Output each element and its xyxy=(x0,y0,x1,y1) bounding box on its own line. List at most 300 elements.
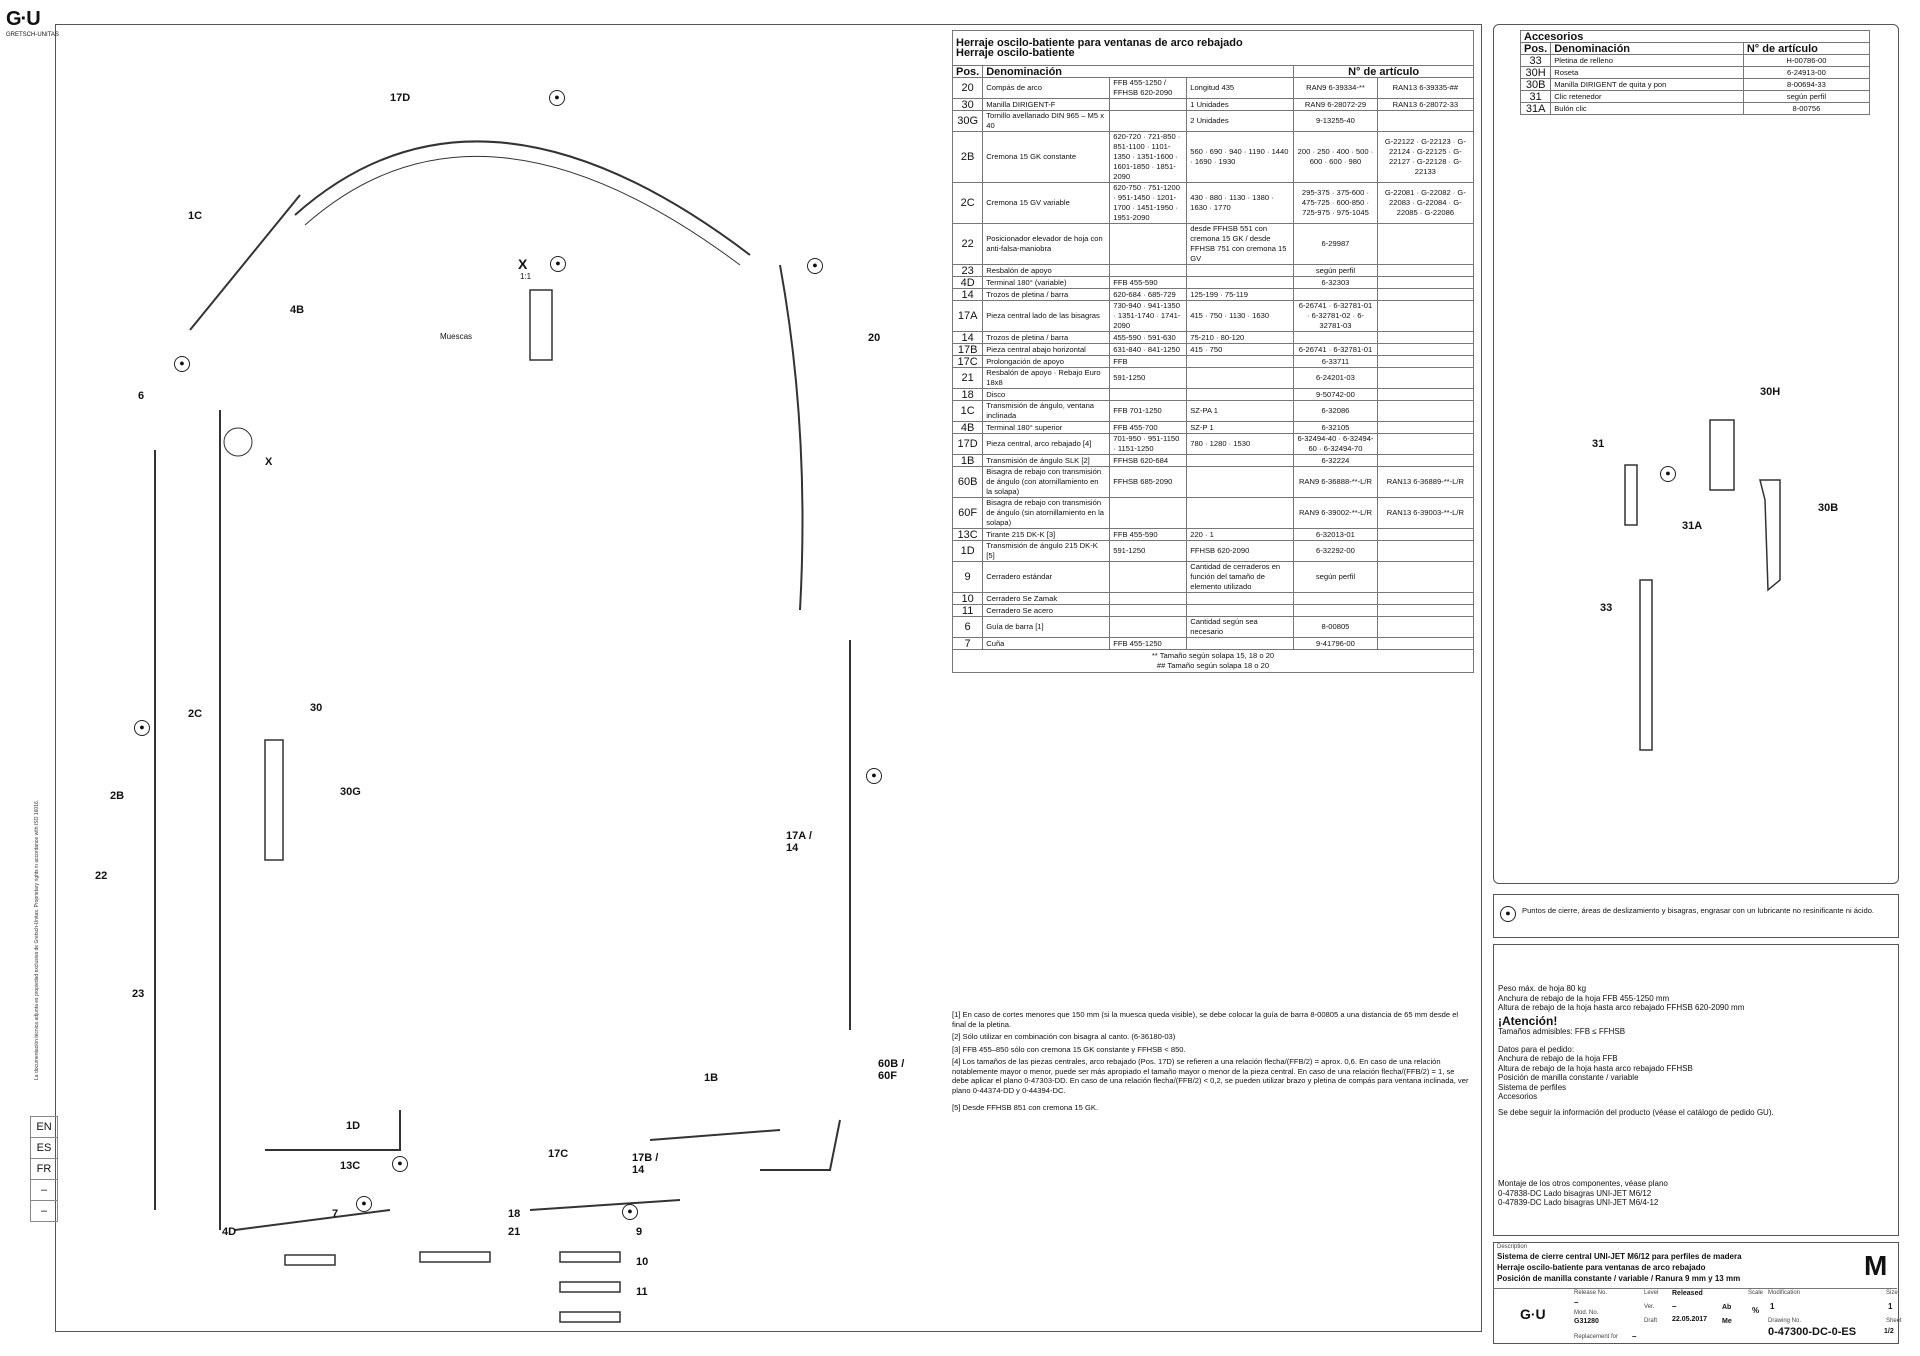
acc-label-30h: 30H xyxy=(1760,386,1781,398)
row-col-a: FFHSB 685-2090 xyxy=(1110,467,1187,498)
row-col-d xyxy=(1377,111,1473,132)
row-col-c: RAN9 6-39334-** xyxy=(1294,78,1377,99)
row-col-d xyxy=(1377,389,1473,401)
tb-sheet: 1/2 xyxy=(1884,1328,1894,1335)
tb-desc-1: Sistema de cierre central UNI-JET M6/12 para perfiles de madera xyxy=(1497,1252,1742,1261)
row-pos: 4D xyxy=(953,277,983,289)
acc-pos: 30B xyxy=(1521,79,1551,91)
plate-33 xyxy=(1640,580,1652,750)
row-pos: 14 xyxy=(953,332,983,344)
side-legal-text: La documentación técnica adjunta es propiedad exclusiva de Gretsch-Unitas. Proprietary rights in accordance with ISO 16016. xyxy=(34,799,40,1080)
detail-muescas: Muescas xyxy=(440,332,473,341)
label-20: 20 xyxy=(868,332,881,344)
row-col-d xyxy=(1377,434,1473,455)
acc-article: 8-00694-33 xyxy=(1743,79,1869,91)
row-col-a xyxy=(1110,265,1187,277)
table-row xyxy=(953,132,1474,183)
row-col-d xyxy=(1377,344,1473,356)
row-col-c xyxy=(1294,593,1377,605)
acc-name: Manilla DIRIGENT de quita y pon xyxy=(1551,79,1744,91)
label-2c: 2C xyxy=(188,708,203,720)
table-row xyxy=(953,332,1474,344)
grease-drop-icon: ● xyxy=(1500,906,1516,922)
row-pos: 60F xyxy=(953,498,983,529)
row-col-d xyxy=(1377,605,1473,617)
row-col-b xyxy=(1187,356,1294,368)
acc-name: Pletina de relleno xyxy=(1551,55,1744,67)
handle-30 xyxy=(265,740,283,860)
tb-drawing-label: Drawing No. xyxy=(1768,1318,1802,1324)
bar-bottom-1b xyxy=(650,1130,780,1140)
label-2b: 2B xyxy=(110,790,125,802)
table-row xyxy=(953,277,1474,289)
row-col-c: RAN9 6-39002-**-L/R xyxy=(1294,498,1377,529)
row-name: Cuña xyxy=(983,638,1110,650)
row-col-b: 1 Unidades xyxy=(1187,99,1294,111)
row-col-a: FFB 455-590 xyxy=(1110,277,1187,289)
row-col-a: FFB 701-1250 xyxy=(1110,401,1187,422)
row-col-c: 8-00805 xyxy=(1294,617,1377,638)
row-col-d xyxy=(1377,562,1473,593)
acc-label-31: 31 xyxy=(1592,438,1605,450)
row-col-c: 6-24201-03 xyxy=(1294,368,1377,389)
parts-table xyxy=(952,30,1474,673)
row-pos: 30G xyxy=(953,111,983,132)
accessory-row xyxy=(1521,103,1870,115)
tb-logo: G·U xyxy=(1520,1306,1546,1322)
table-row xyxy=(953,78,1474,99)
label-7: 7 xyxy=(332,1208,339,1220)
row-col-a xyxy=(1110,111,1187,132)
part-11 xyxy=(560,1312,620,1322)
tb-replacement-label: Replacement for xyxy=(1574,1334,1619,1340)
table-row xyxy=(953,422,1474,434)
row-pos: 13C xyxy=(953,529,983,541)
grease-drop-icon: ● xyxy=(174,356,190,372)
row-col-b xyxy=(1187,277,1294,289)
spec-mount: Montaje de los otros componentes, véase plano xyxy=(1498,1179,1668,1188)
row-pos: 17A xyxy=(953,301,983,332)
x-detail-circle xyxy=(224,428,252,456)
grease-drop-icon: ● xyxy=(356,1196,372,1212)
row-name: Prolongación de apoyo xyxy=(983,356,1110,368)
x-detail-part xyxy=(530,290,552,360)
row-col-c xyxy=(1294,332,1377,344)
row-col-d: RAN13 6-36889-**-L/R xyxy=(1377,467,1473,498)
row-name: Transmisión de ángulo, ventana inclinada xyxy=(983,401,1110,422)
spec-order-3: Posición de manilla constante / variable xyxy=(1498,1073,1639,1082)
grease-note-frame xyxy=(1493,894,1899,938)
label-4b: 4B xyxy=(290,304,305,316)
note-1: [1] En caso de cortes menores que 150 mm (si la muesca queda visible), se debe colocar la guía de barra 8-00805 a una distancia de 65 mm desde el final de la pletina. xyxy=(952,1010,1459,1029)
tb-release: – xyxy=(1574,1298,1579,1307)
row-col-c: RAN9 6-36888-**-L/R xyxy=(1294,467,1377,498)
bar-right-20 xyxy=(780,265,803,610)
row-col-d xyxy=(1377,541,1473,562)
row-col-d: G-22081 · G-22082 · G-22083 · G-22084 · G-22085 · G-22086 xyxy=(1377,183,1473,224)
row-col-c: 6-32013-01 xyxy=(1294,529,1377,541)
row-col-b xyxy=(1187,389,1294,401)
col-pos: Pos. xyxy=(953,66,983,78)
row-col-d xyxy=(1377,332,1473,344)
acc-col-pos: Pos. xyxy=(1521,43,1551,55)
row-col-b: Longitud 435 xyxy=(1187,78,1294,99)
col-denominacion: Denominación xyxy=(983,66,1294,78)
row-pos: 14 xyxy=(953,289,983,301)
row-col-b xyxy=(1187,605,1294,617)
row-col-d xyxy=(1377,422,1473,434)
tb-sheet-no: 1 xyxy=(1888,1302,1893,1311)
tb-pct: % xyxy=(1752,1306,1760,1315)
label-23: 23 xyxy=(132,988,145,1000)
row-col-c: 6-32292-00 xyxy=(1294,541,1377,562)
row-col-a: 631-840 · 841-1250 xyxy=(1110,344,1187,356)
tb-sheet-label: Sheet xyxy=(1886,1318,1902,1324)
table-row xyxy=(953,224,1474,265)
row-pos: 11 xyxy=(953,605,983,617)
row-col-a: FFHSB 620-684 xyxy=(1110,455,1187,467)
row-col-a: 730-940 · 941-1350 · 1351-1740 · 1741-2090 xyxy=(1110,301,1187,332)
row-name: Tornillo avellanado DIN 965 – M5 x 40 xyxy=(983,111,1110,132)
row-pos: 22 xyxy=(953,224,983,265)
tb-desc-label: Description xyxy=(1497,1244,1528,1250)
note-4: [4] Los tamaños de las piezas centrales, arco rebajado (Pos. 17D) se refieren a una relación flecha/(FFB/2) = aprox. 0,6. En caso de una relación notablemente mayor o menor, puede ser más apropiado el tamaño mayor o menor de la pieza central. En caso de una relación flecha/(FFB/2) = 1, se debe aplicar el plano 0-47303-DD. En caso de una relación flecha/(FFB/2) < 0,2, se pueden utilizar brazo y pletina de compás para ventana inclinada, ver plano 0-44374-DD y 0-44394-DC. xyxy=(952,1057,1469,1095)
row-col-b: FFHSB 620-2090 xyxy=(1187,541,1294,562)
row-col-c: 295-375 · 375-600 · 475-725 · 600-850 · 725-975 · 975-1045 xyxy=(1294,183,1377,224)
row-col-a xyxy=(1110,99,1187,111)
row-pos: 10 xyxy=(953,593,983,605)
label-1b: 1B xyxy=(704,1072,719,1084)
row-pos: 30 xyxy=(953,99,983,111)
row-col-a: 620-720 · 721-850 · 851-1100 · 1101-1350 · 1351-1600 · 1601-1850 · 1851-2090 xyxy=(1110,132,1187,183)
accessories-title: Accesorios xyxy=(1521,31,1870,43)
grease-drop-icon: ● xyxy=(549,90,565,106)
row-pos: 1C xyxy=(953,401,983,422)
row-col-c: 6-26741 · 6-32781-01 · 6-32781-02 · 6-32781-03 xyxy=(1294,301,1377,332)
table-row xyxy=(953,434,1474,455)
table-row xyxy=(953,183,1474,224)
tb-modno: G31280 xyxy=(1574,1318,1599,1325)
lang-es[interactable]: ES xyxy=(30,1137,58,1159)
row-col-c xyxy=(1294,605,1377,617)
row-col-c: 6-32105 xyxy=(1294,422,1377,434)
row-col-d xyxy=(1377,356,1473,368)
tb-draft-label: Draft xyxy=(1644,1318,1658,1324)
row-col-b xyxy=(1187,638,1294,650)
row-name: Cremona 15 GK constante xyxy=(983,132,1110,183)
row-col-c: RAN9 6-28072-29 xyxy=(1294,99,1377,111)
label-1c: 1C xyxy=(188,210,203,222)
acc-name: Roseta xyxy=(1551,67,1744,79)
lang-en[interactable]: EN xyxy=(30,1116,58,1138)
row-name: Tirante 215 DK-K [3] xyxy=(983,529,1110,541)
row-name: Cerradero estándar xyxy=(983,562,1110,593)
tb-modno-label: Mod. No. xyxy=(1574,1310,1599,1316)
row-col-b: 220 · 1 xyxy=(1187,529,1294,541)
row-col-a: 591-1250 xyxy=(1110,368,1187,389)
row-col-a: 620-750 · 751-1200 · 951-1450 · 1201-1700 · 1451-1950 · 1951-2090 xyxy=(1110,183,1187,224)
row-name: Transmisión de ángulo 215 DK-K [5] xyxy=(983,541,1110,562)
label-18: 18 xyxy=(508,1208,521,1220)
row-name: Resbalón de apoyo · Rebajo Euro 18x8 xyxy=(983,368,1110,389)
table-row xyxy=(953,301,1474,332)
row-col-d xyxy=(1377,224,1473,265)
acc-label-30b: 30B xyxy=(1818,502,1839,514)
tb-level: Released xyxy=(1672,1290,1703,1297)
grease-note: Puntos de cierre, áreas de deslizamiento y bisagras, engrasar con un lubricante no resinificante ni ácido. xyxy=(1522,906,1875,915)
spec-order-2: Altura de rebajo de la hoja hasta arco rebajado FFHSB xyxy=(1498,1063,1693,1073)
row-col-c: 200 · 250 · 400 · 500 · 600 · 600 · 980 xyxy=(1294,132,1377,183)
row-name: Compás de arco xyxy=(983,78,1110,99)
tb-size-letter: M xyxy=(1864,1250,1888,1281)
row-col-c: 6-32303 xyxy=(1294,277,1377,289)
tb-grid-line xyxy=(1493,1288,1897,1289)
tb-ver-label: Ver. xyxy=(1644,1304,1655,1310)
row-col-b: Cantidad según sea necesario xyxy=(1187,617,1294,638)
acc-pos: 31A xyxy=(1521,103,1551,115)
row-col-a: FFB 455-1250 / FFHSB 620-2090 xyxy=(1110,78,1187,99)
grease-drop-icon: ● xyxy=(866,768,882,784)
row-col-c: 9-13255-40 xyxy=(1294,111,1377,132)
tb-ver: – xyxy=(1672,1302,1677,1311)
table-row xyxy=(953,562,1474,593)
row-col-d: RAN13 6-39003-**-L/R xyxy=(1377,498,1473,529)
row-col-b xyxy=(1187,455,1294,467)
spec-sizes: Tamaños admisibles: FFB ≤ FFHSB xyxy=(1498,1027,1626,1036)
acc-article: 8-00756 xyxy=(1743,103,1869,115)
row-col-a xyxy=(1110,605,1187,617)
tb-mod-label: Modification xyxy=(1768,1290,1801,1296)
row-col-c: 6-33711 xyxy=(1294,356,1377,368)
tb-desc-2: Herraje oscilo-batiente para ventanas de arco rebajado xyxy=(1497,1263,1706,1272)
row-pos: 2B xyxy=(953,132,983,183)
grease-drop-icon: ● xyxy=(622,1204,638,1220)
table-row xyxy=(953,265,1474,277)
row-name: Disco xyxy=(983,389,1110,401)
label-6: 6 xyxy=(138,390,145,402)
row-col-a xyxy=(1110,498,1187,529)
row-col-b: 125-199 · 75-119 xyxy=(1187,289,1294,301)
tb-mod: 1 xyxy=(1770,1302,1775,1311)
row-col-b: SZ-PA 1 xyxy=(1187,401,1294,422)
row-name: Resbalón de apoyo xyxy=(983,265,1110,277)
table-row xyxy=(953,638,1474,650)
row-col-a: FFB 455-700 xyxy=(1110,422,1187,434)
label-21: 21 xyxy=(508,1226,521,1238)
acc-article: H-00786-00 xyxy=(1743,55,1869,67)
tb-scale-label: Scale xyxy=(1748,1290,1764,1296)
row-col-d xyxy=(1377,638,1473,650)
row-pos: 60B xyxy=(953,467,983,498)
row-name: Cremona 15 GV variable xyxy=(983,183,1110,224)
row-col-d xyxy=(1377,368,1473,389)
row-pos: 17B xyxy=(953,344,983,356)
row-col-a: 455-590 · 591-630 xyxy=(1110,332,1187,344)
label-13c: 13C xyxy=(340,1160,361,1172)
row-col-a: FFB xyxy=(1110,356,1187,368)
lang-fr[interactable]: FR xyxy=(30,1158,58,1180)
row-name: Guía de barra [1] xyxy=(983,617,1110,638)
acc-col-art: N° de artículo xyxy=(1743,43,1869,55)
table-row xyxy=(953,529,1474,541)
table-row xyxy=(953,289,1474,301)
spec-height: Altura de rebajo de la hoja hasta arco rebajado FFHSB 620-2090 mm xyxy=(1498,1003,1745,1012)
table-row xyxy=(953,356,1474,368)
lang-slot-5: – xyxy=(30,1200,58,1222)
row-col-c: 9-50742-00 xyxy=(1294,389,1377,401)
table-row xyxy=(953,389,1474,401)
row-col-d xyxy=(1377,401,1473,422)
row-col-b xyxy=(1187,368,1294,389)
tb-draft: 22.05.2017 xyxy=(1672,1316,1708,1323)
accessories-drawing xyxy=(1590,380,1810,760)
acc-name: Clic retenedor xyxy=(1551,91,1744,103)
grease-drop-icon: ● xyxy=(1660,466,1676,482)
table-row xyxy=(953,605,1474,617)
row-col-d: RAN13 6-28072-33 xyxy=(1377,99,1473,111)
tb-me: Me xyxy=(1722,1318,1732,1325)
note-3: [3] FFB 455–850 sólo con cremona 15 GK constante y FFHSB < 850. xyxy=(952,1044,1186,1054)
row-name: Pieza central abajo horizontal xyxy=(983,344,1110,356)
table-row xyxy=(953,593,1474,605)
row-col-c: 9-41796-00 xyxy=(1294,638,1377,650)
accessory-row xyxy=(1521,55,1870,67)
label-11: 11 xyxy=(636,1286,648,1298)
label-17c: 17C xyxy=(548,1148,569,1160)
label-30: 30 xyxy=(310,702,323,714)
row-name: Manilla DIRIGENT-F xyxy=(983,99,1110,111)
row-col-a: FFB 455-1250 xyxy=(1110,638,1187,650)
table-title-1: Herraje oscilo-batiente para ventanas de arco rebajado xyxy=(956,37,1243,49)
row-name: Terminal 180° superior xyxy=(983,422,1110,434)
part-10 xyxy=(560,1282,620,1292)
row-pos: 18 xyxy=(953,389,983,401)
hardware-exploded-drawing xyxy=(60,30,940,1330)
accessories-table xyxy=(1520,30,1870,115)
label-1d: 1D xyxy=(346,1120,361,1132)
row-name: Trozos de pletina / barra xyxy=(983,289,1110,301)
arc-17d xyxy=(295,141,750,255)
row-pos: 23 xyxy=(953,265,983,277)
row-col-d xyxy=(1377,277,1473,289)
footnote-a: ** Tamaño según solapa 15, 18 o 20 xyxy=(1151,651,1275,660)
row-col-b: 415 · 750 xyxy=(1187,344,1294,356)
spec-mount-1: 0-47838-DC Lado bisagras UNI-JET M6/12 xyxy=(1498,1188,1652,1198)
row-col-b xyxy=(1187,467,1294,498)
row-pos: 20 xyxy=(953,78,983,99)
row-name: Pieza central, arco rebajado [4] xyxy=(983,434,1110,455)
spec-attention: ¡Atención! xyxy=(1498,1013,1558,1028)
label-60b-60f: 60B / 60F xyxy=(878,1058,905,1082)
spec-order-5: Accesorios xyxy=(1498,1092,1538,1101)
tb-release-label: Release No. xyxy=(1574,1290,1608,1296)
row-col-b: desde FFHSB 551 con cremona 15 GK / desde FFHSB 751 con cremona 15 GV xyxy=(1187,224,1294,265)
bar-bottom-17b xyxy=(530,1200,680,1210)
acc-pos: 33 xyxy=(1521,55,1551,67)
part-21 xyxy=(420,1252,490,1262)
row-name: Transmisión de ángulo SLK [2] xyxy=(983,455,1110,467)
table-row xyxy=(953,541,1474,562)
row-pos: 17C xyxy=(953,356,983,368)
row-col-a: 620-684 · 685-729 xyxy=(1110,289,1187,301)
accessories-table-body xyxy=(1521,55,1870,115)
acc-pos: 31 xyxy=(1521,91,1551,103)
bar-1c xyxy=(190,195,300,330)
handle-30b xyxy=(1760,480,1780,590)
row-col-d xyxy=(1377,593,1473,605)
part-9 xyxy=(560,1252,620,1262)
note-2: [2] Sólo utilizar en combinación con bisagra al canto. (6-36180-03) xyxy=(952,1032,1176,1041)
tb-level-label: Level xyxy=(1644,1290,1659,1296)
acc-label-31a: 31A xyxy=(1682,520,1703,532)
row-col-b: 430 · 880 · 1130 · 1380 · 1630 · 1770 xyxy=(1187,183,1294,224)
accessory-row xyxy=(1521,91,1870,103)
table-row xyxy=(953,467,1474,498)
table-row xyxy=(953,99,1474,111)
table-row xyxy=(953,111,1474,132)
col-articulo: N° de artículo xyxy=(1294,66,1474,78)
tb-drawing-no: 0-47300-DC-0-ES xyxy=(1768,1326,1857,1338)
label-9: 9 xyxy=(636,1226,643,1238)
row-col-b: SZ-P 1 xyxy=(1187,422,1294,434)
row-name: Trozos de pletina / barra xyxy=(983,332,1110,344)
row-col-d xyxy=(1377,265,1473,277)
arc-inner xyxy=(305,156,740,265)
row-col-c: 6-26741 · 6-32781-01 xyxy=(1294,344,1377,356)
spec-order-1: Anchura de rebajo de la hoja FFB xyxy=(1498,1054,1618,1063)
bar-bottom-1d xyxy=(265,1110,400,1150)
grease-drop-icon: ● xyxy=(550,256,566,272)
acc-label-33: 33 xyxy=(1600,602,1613,614)
row-col-c: según perfil xyxy=(1294,562,1377,593)
table-row xyxy=(953,455,1474,467)
label-17a-14: 17A / 14 xyxy=(786,830,812,854)
spec-width: Anchura de rebajo de la hoja FFB 455-1250 mm xyxy=(1498,993,1670,1003)
brand-subtitle: GRETSCH-UNITAS xyxy=(6,32,59,38)
spec-weight: Peso máx. de hoja 80 kg xyxy=(1498,984,1587,993)
label-10: 10 xyxy=(636,1256,649,1268)
footnote-b: ## Tamaño según solapa 18 o 20 xyxy=(1156,661,1270,670)
row-col-b: 560 · 690 · 940 · 1190 · 1440 · 1690 · 1930 xyxy=(1187,132,1294,183)
label-30g: 30G xyxy=(340,786,361,798)
table-title-2: Herraje oscilo-batiente xyxy=(956,47,1075,59)
label-17b-14: 17B / 14 xyxy=(632,1152,659,1176)
table-row xyxy=(953,498,1474,529)
row-col-d xyxy=(1377,529,1473,541)
row-pos: 1B xyxy=(953,455,983,467)
table-row xyxy=(953,344,1474,356)
row-col-a xyxy=(1110,617,1187,638)
row-col-a: 591-1250 xyxy=(1110,541,1187,562)
label-4d: 4D xyxy=(222,1226,237,1238)
row-col-c: 6-32224 xyxy=(1294,455,1377,467)
bar-bottom-60 xyxy=(760,1120,840,1170)
bar-bottom-13c xyxy=(235,1210,390,1230)
row-pos: 4B xyxy=(953,422,983,434)
table-row xyxy=(953,401,1474,422)
row-col-c: 6-29987 xyxy=(1294,224,1377,265)
tb-size-label: Size xyxy=(1886,1290,1898,1296)
rosette-30h xyxy=(1710,420,1734,490)
label-22: 22 xyxy=(95,870,108,882)
label-17d: 17D xyxy=(390,92,411,104)
row-col-b xyxy=(1187,498,1294,529)
row-col-a xyxy=(1110,593,1187,605)
row-col-b: 780 · 1280 · 1530 xyxy=(1187,434,1294,455)
acc-article: según perfil xyxy=(1743,91,1869,103)
row-name: Pieza central lado de las bisagras xyxy=(983,301,1110,332)
table-row xyxy=(953,617,1474,638)
